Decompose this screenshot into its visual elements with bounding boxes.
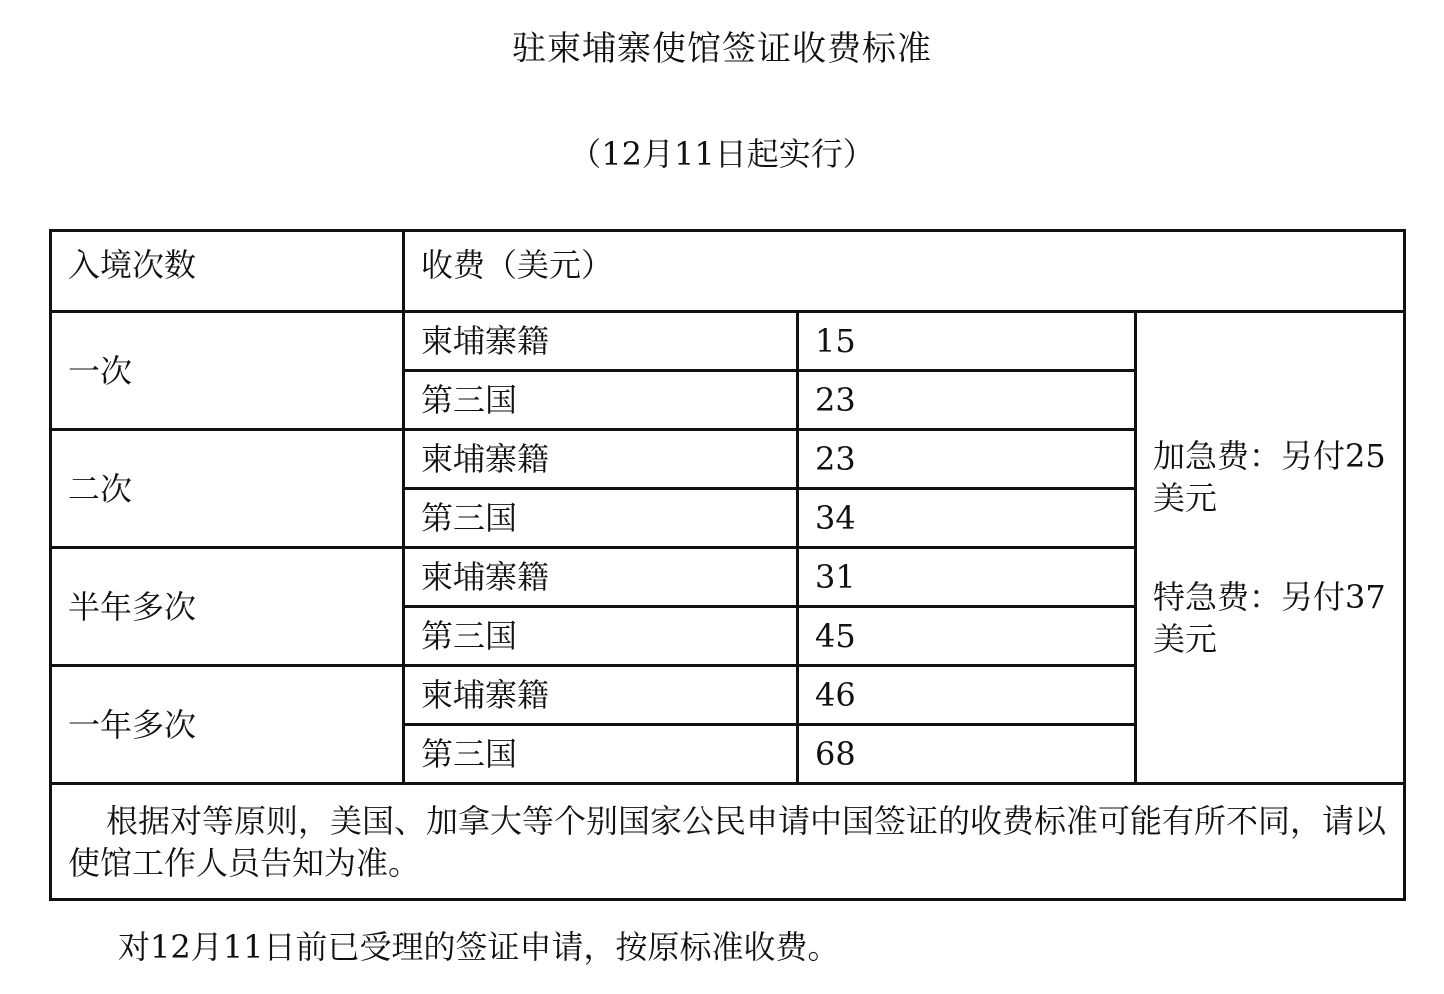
fee-cell: 68 — [798, 725, 1136, 784]
note-text: 根据对等原则，美国、加拿大等个别国家公民申请中国签证的收费标准可能有所不同，请以使馆工作人员告知为准。 — [68, 801, 1387, 882]
nationality-cell: 第三国 — [404, 725, 798, 784]
header-entries: 入境次数 — [51, 231, 404, 312]
entries-cell: 半年多次 — [51, 548, 404, 666]
fee-cell: 31 — [798, 548, 1136, 607]
entries-cell: 一次 — [51, 312, 404, 430]
urgent-fee-cell — [1136, 312, 1405, 784]
nationality-cell: 第三国 — [404, 489, 798, 548]
nationality-cell: 柬埔寨籍 — [404, 430, 798, 489]
nationality-cell: 柬埔寨籍 — [404, 548, 798, 607]
urgent-fee-text: 加急费：另付25美元 — [1153, 437, 1386, 517]
nationality-cell: 柬埔寨籍 — [404, 312, 798, 371]
entries-cell: 二次 — [51, 430, 404, 548]
header-fee: 收费（美元） — [404, 231, 1405, 312]
table-header-row — [51, 231, 1405, 312]
nationality-cell: 柬埔寨籍 — [404, 666, 798, 725]
page-title: 驻柬埔寨使馆签证收费标准 — [512, 29, 932, 69]
nationality-cell: 第三国 — [404, 607, 798, 666]
table-note-row — [51, 784, 1405, 900]
table-row — [51, 312, 1405, 371]
entries-cell: 一年多次 — [51, 666, 404, 784]
fee-cell: 45 — [798, 607, 1136, 666]
fee-cell: 23 — [798, 430, 1136, 489]
express-fee-text: 特急费：另付37美元 — [1153, 578, 1386, 658]
fee-cell: 15 — [798, 312, 1136, 371]
note-cell — [51, 784, 1405, 900]
footer-note: 对12月11日前已受理的签证申请，按原标准收费。 — [118, 928, 840, 966]
fee-cell: 23 — [798, 371, 1136, 430]
nationality-cell: 第三国 — [404, 371, 798, 430]
fee-cell: 46 — [798, 666, 1136, 725]
visa-fee-table — [49, 229, 1406, 901]
page-subtitle: （12月11日起实行） — [569, 135, 875, 173]
fee-cell: 34 — [798, 489, 1136, 548]
